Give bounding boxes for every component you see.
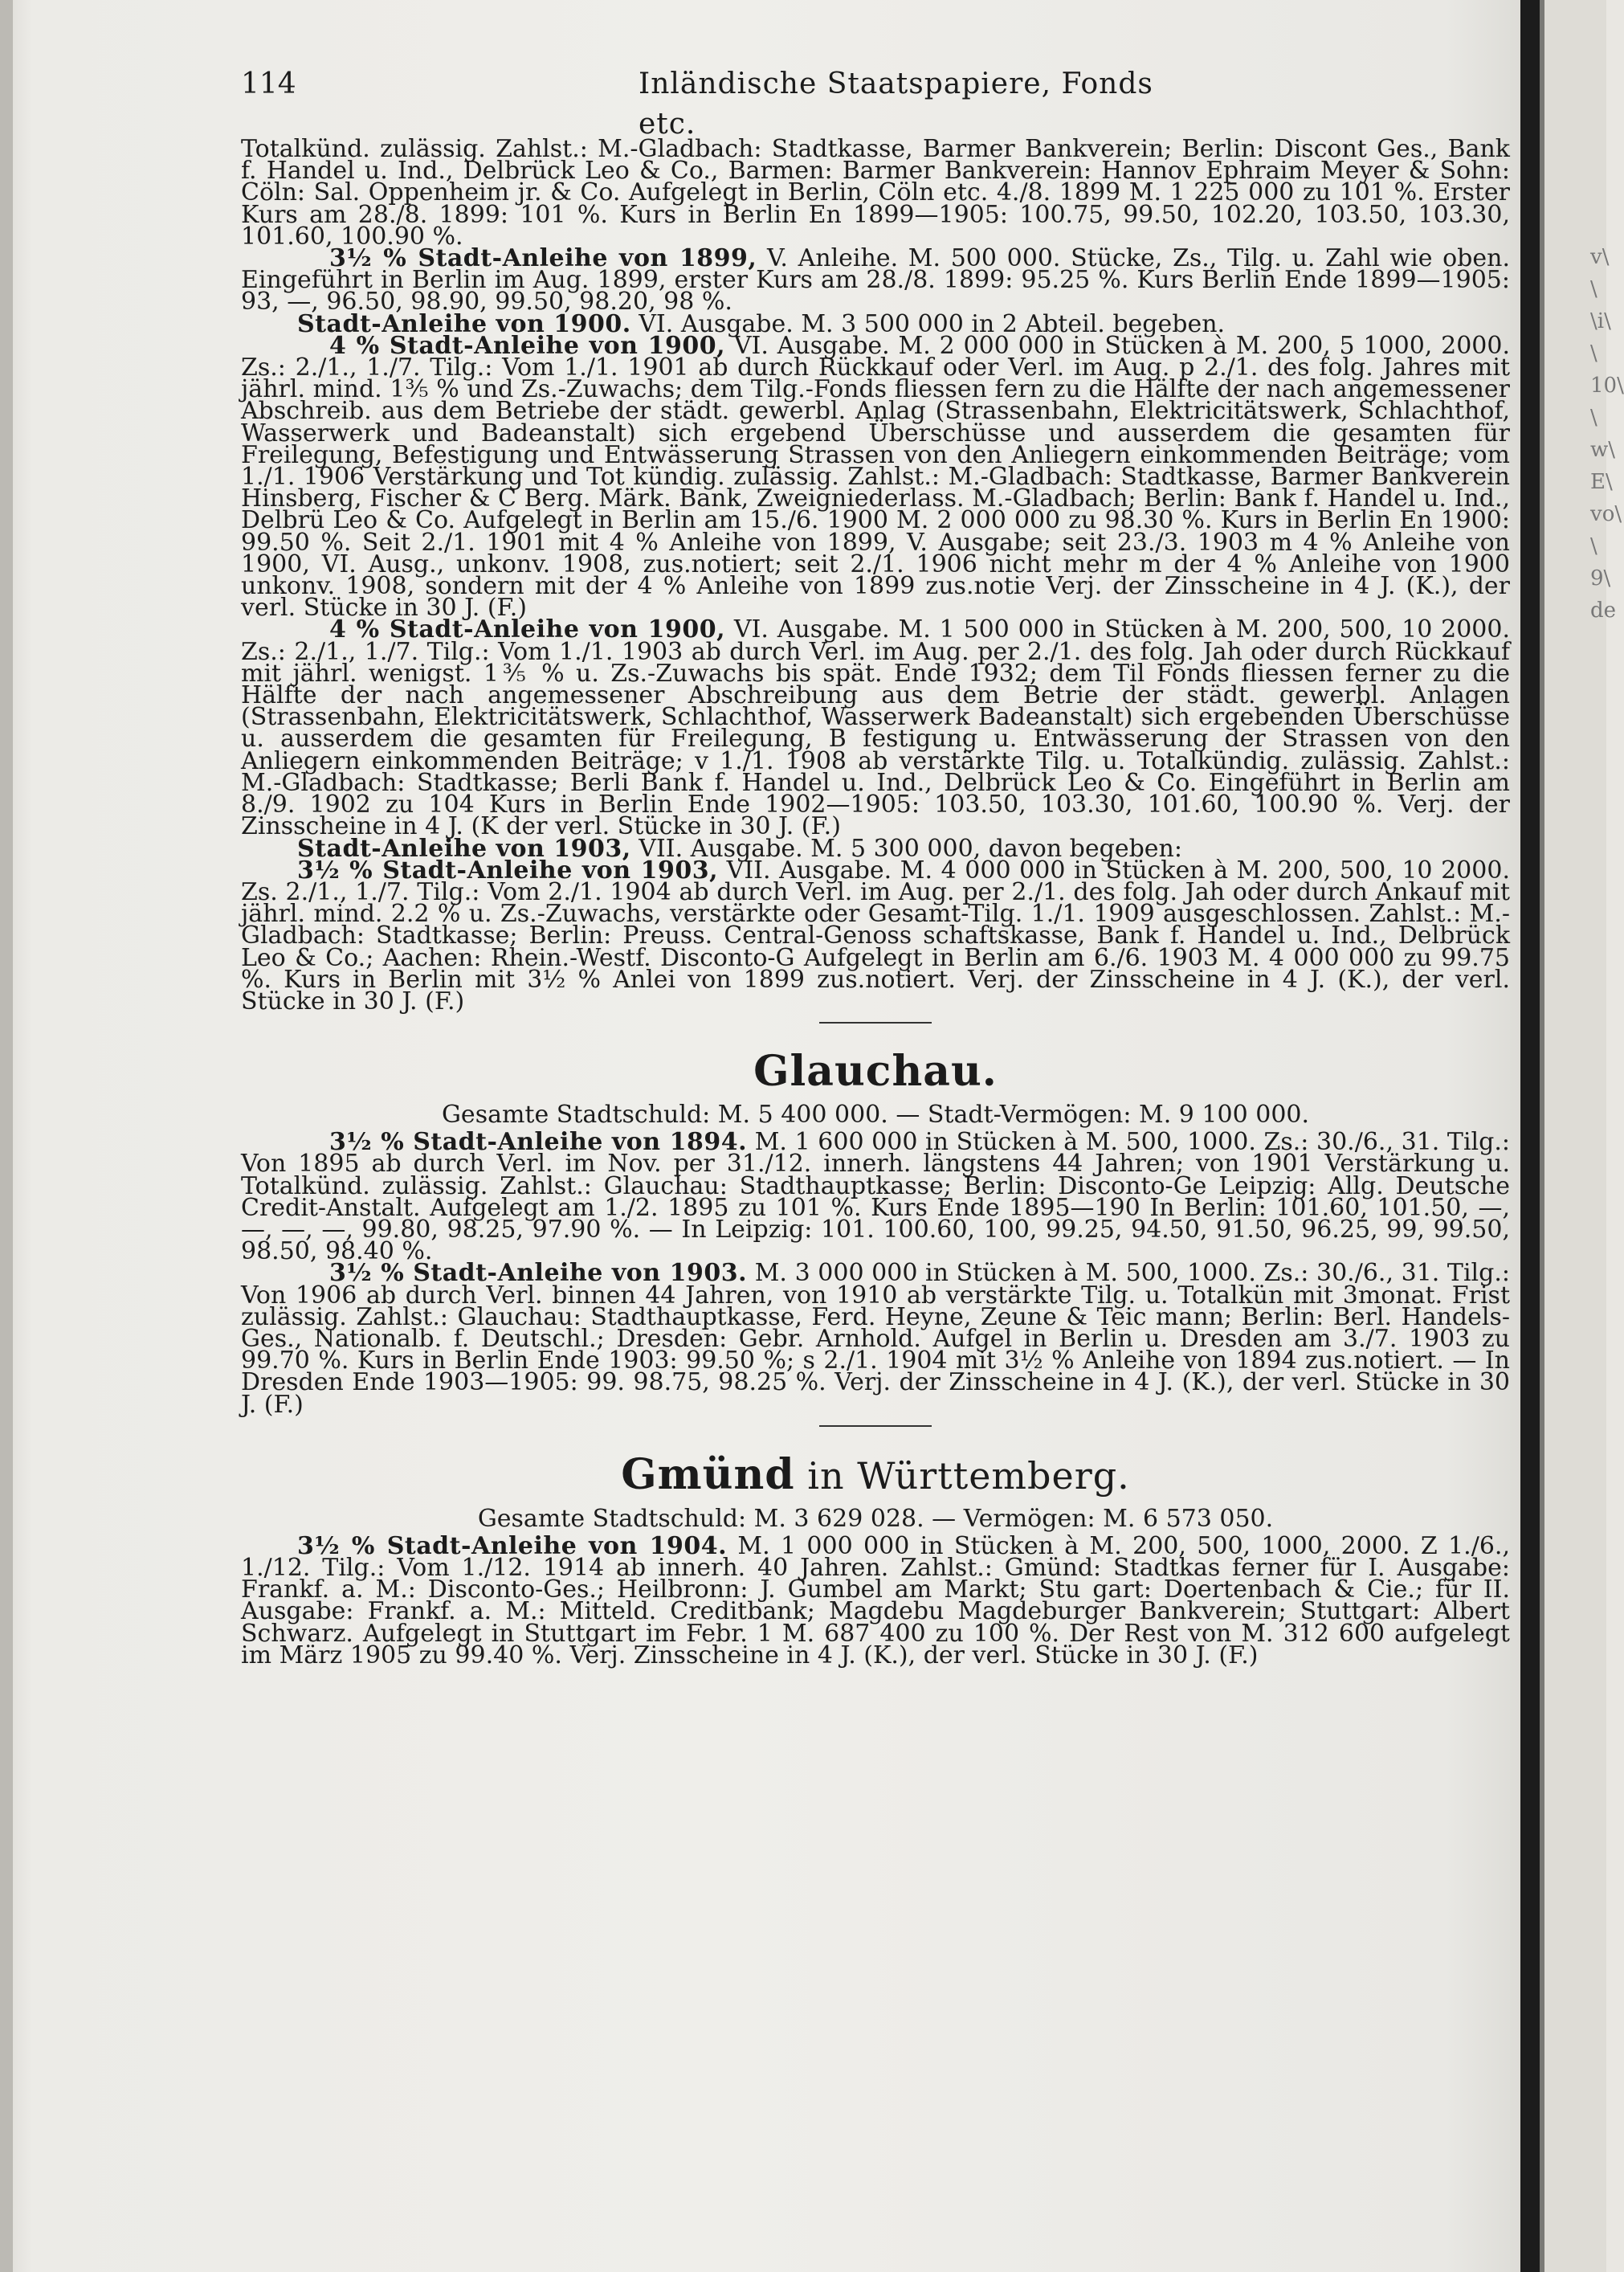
spine-shadow-edge	[1540, 0, 1544, 2272]
paragraph-text: VII. Ausgabe. M. 4 000 000 in Stücken à M. 200, 500, 10 2000. Zs. 2./1., 1./7. Tilg.: Vom 2./1. 1904 ab durch Verl. im Aug. per 2./1. des folg. Jah oder durch Ankauf mit jährl. mind. 2.2 % u. Zs.-Zuwachs, verstärkte oder Gesamt-Tilg. 1./1. 1909 ausgeschlossen. Zahlst.: M.-Gladbach: Stadtkasse; Berlin: Preuss. Central-Genoss schaftskasse, Bank f. Handel u. Ind., Delbrück Leo & Co.; Aachen: Rhein.-Westf. Disconto-G Aufgelegt in Berlin am 6./6. 1903 M. 4 000 000 zu 99.75 %. Kurs in Berlin mit 3½ % Anlei von 1899 zus.notiert. Verj. der Zinsscheine in 4 J. (K.), der verl. Stücke in 30 J. (F.)	[241, 856, 1510, 1015]
paragraph-text: VI. Ausgabe. M. 1 500 000 in Stücken à M. 200, 500, 10 2000. Zs.: 2./1., 1./7. Tilg.: Vom 1./1. 1903 ab durch Verl. im Aug. per 2./1. des folg. Jah oder durch Rückkauf mit jährl. wenigst. 1⅗ % u. Zs.-Zuwachs bis spät. Ende 1932; dem Til Fonds fliessen ferner zu die Hälfte der nach angemessener Abschreibung aus dem Betrie der städt. gewerbl. Anlagen (Strassenbahn, Elektricitätswerk, Schlachthof, Wasserwerk Badeanstalt) sich ergebenden Überschüsse u. ausserdem die gesamten für Freilegung, B festigung u. Entwässerung der Strassen von den Anliegern einkommenden Beiträge; v 1./1. 1908 ab verstärkte Tilg. u. Totalkündig. zulässig. Zahlst.: M.-Gladbach: Stadtkasse; Berli Bank f. Handel u. Ind., Delbrück Leo & Co. Eingeführt in Berlin am 8./9. 1902 zu 104 Kurs in Berlin Ende 1902—1905: 103.50, 103.30, 101.60, 100.90 %. Verj. der Zinsscheine in 4 J. (K der verl. Stücke in 30 J. (F.)	[241, 615, 1511, 841]
spine-shadow	[1520, 0, 1540, 2272]
loan-title: 4 % Stadt-Anleihe von 1900,	[329, 615, 726, 644]
paragraph	[241, 331, 1511, 623]
paragraph-text: M. 1 000 000 in Stücken à M. 200, 500, 1000, 2000. Z 1./6., 1./12. Tilg.: Vom 1./12. 1914 ab innerh. 40 Jahren. Zahlst.: Gmünd: Stadtkas ferner für I. Ausgabe: Frankf. a. M.: Disconto-Ges.; Heilbronn: J. Gumbel am Markt; Stu gart: Doertenbach & Cie.; für II. Ausgabe: Frankf. a. M.: Mitteld. Creditbank; Magdebu Magdeburger Bankverein; Stuttgart: Albert Schwarz. Aufgelegt in Stuttgart im Febr. 1 M. 687 400 zu 100 %. Der Rest von M. 312 600 aufgelegt im März 1905 zu 99.40 %. Verj. Zinsscheine in 4 J. (K.), der verl. Stücke in 30 J. (F.)	[241, 1531, 1510, 1669]
paragraph	[241, 1531, 1510, 1669]
city-region: in Württemberg.	[794, 1453, 1130, 1498]
paragraph	[241, 1259, 1510, 1419]
loan-title: 3½ % Stadt-Anleihe von 1894.	[329, 1128, 748, 1157]
facing-page-bleed-text: v\ \ \i\ \ 10\ \ w\ E\ vo\ \ 9\ de	[1590, 245, 1624, 623]
loan-title: 3½ % Stadt-Anleihe von 1899,	[329, 244, 757, 273]
paragraph	[241, 1128, 1510, 1266]
loan-title: Stadt-Anleihe von 1903,	[297, 834, 631, 863]
loan-title: 3½ % Stadt-Anleihe von 1903.	[329, 1259, 748, 1288]
loan-title: 3½ % Stadt-Anleihe von 1904.	[297, 1531, 728, 1560]
paragraph-text: M. 1 600 000 in Stücken à M. 500, 1000. Zs.: 30./6., 31. Tilg.: Von 1895 ab durch Verl. im Nov. per 31./12. innerh. längstens 44 Jahren; von 1901 Verstärkung u. Totalkünd. zulässig. Zahlst.: Glauchau: Stadthauptkasse; Berlin: Disconto-Ge Leipzig: Allg. Deutsche Credit-Anstalt. Aufgelegt am 1./2. 1895 zu 101 %. Kurs Ende 1895—190 In Berlin: 101.60, 101.50, —, —, —, —, 99.80, 98.25, 97.90 %. — In Leipzig: 101. 100.60, 100, 99.25, 94.50, 91.50, 96.25, 99, 99.50, 98.50, 98.40 %.	[241, 1128, 1510, 1266]
paragraph-text: Totalkünd. zulässig. Zahlst.: M.-Gladbach: Stadtkasse, Barmer Bankverein; Berlin: Discont Ges., Bank f. Handel u. Ind., Delbrück Leo & Co., Barmen: Barmer Bankverein: Hannov Ephraim Meyer & Sohn: Cöln: Sal. Oppenheim jr. & Co. Aufgelegt in Berlin, Cöln etc. 4./8. 1899 M. 1 225 000 zu 101 %. Erster Kurs am 28./8. 1899: 101 %. Kurs in Berlin En 1899—1905: 100.75, 99.50, 102.20, 103.50, 103.30, 101.60, 100.90 %.	[241, 135, 1510, 251]
section-glauchau	[241, 1046, 1510, 1419]
debt-summary: Gesamte Stadtschuld: M. 5 400 000. — Stadt-Vermögen: M. 9 100 000.	[441, 1101, 1310, 1130]
section-divider	[819, 1425, 932, 1427]
paragraph	[241, 135, 1510, 251]
section-mgladbach	[241, 135, 1511, 1015]
paragraph	[241, 244, 1510, 317]
loan-title: 4 % Stadt-Anleihe von 1900,	[329, 331, 726, 360]
paragraph	[241, 615, 1511, 841]
page-content	[241, 135, 1511, 1669]
page-header	[241, 64, 1165, 141]
page-number: 114	[241, 67, 296, 100]
debt-summary: Gesamte Stadtschuld: M. 3 629 028. — Vermögen: M. 6 573 050.	[477, 1504, 1274, 1533]
page-left-edge	[0, 0, 13, 2272]
loan-title: 3½ % Stadt-Anleihe von 1903,	[297, 856, 719, 885]
section-divider	[819, 1022, 932, 1024]
paragraph-text: V. Anleihe. M. 500 000. Stücke, Zs., Tilg. u. Zahl wie oben. Eingeführt in Berlin im Aug. 1899, erster Kurs am 28./8. 1899: 95.25 %. Kurs Berlin Ende 1899—1905: 93, —, 96.50, 98.90, 99.50, 98.20, 98 %.	[241, 244, 1510, 317]
paragraph-text: VI. Ausgabe. M. 2 000 000 in Stücken à M. 200, 5 1000, 2000. Zs.: 2./1., 1./7. Tilg.: Vom 1./1. 1901 ab durch Rückkauf oder Verl. im Aug. p 2./1. des folg. Jahres mit jährl. mind. 1⅗ % und Zs.-Zuwachs; dem Tilg.-Fonds fliessen fern zu die Hälfte der nach angemessener Abschreib. aus dem Betriebe der städt. gewerbl. Anlag (Strassenbahn, Elektricitätswerk, Schlachthof, Wasserwerk und Badeanstalt) sich ergebend Überschüsse und ausserdem die gesamten für Freilegung, Befestigung und Entwässerung Strassen von den Anliegern einkommenden Beiträge; vom 1./1. 1906 Verstärkung und Tot kündig. zulässig. Zahlst.: M.-Gladbach: Stadtkasse, Barmer Bankverein Hinsberg, Fischer & C Berg. Märk. Bank, Zweigniederlass. M.-Gladbach; Berlin: Bank f. Handel u. Ind., Delbrü Leo & Co. Aufgelegt in Berlin am 15./6. 1900 M. 2 000 000 zu 98.30 %. Kurs in Berlin En 1900: 99.50 %. Seit 2./1. 1901 mit 4 % Anleihe von 1899, V. Ausgabe; seit 23./3. 1903 m 4 % Anleihe von 1900, VI. Ausg., unkonv. 1908, zus.notiert; seit 2./1. 1906 nicht mehr m der 4 % Anleihe von 1900 unkonv. 1908, sondern mit der 4 % Anleihe von 1899 zus.notie Verj. der Zinsscheine in 4 J. (K.), der verl. Stücke in 30 J. (F.)	[241, 331, 1511, 623]
loan-title: Stadt-Anleihe von 1900.	[297, 309, 631, 338]
city-heading: Glauchau.	[753, 1047, 998, 1097]
paragraph-text: VI. Ausgabe. M. 3 500 000 in 2 Abteil. begeben.	[630, 309, 1226, 338]
section-gmuend	[241, 1449, 1510, 1669]
paragraph-text: M. 3 000 000 in Stücken à M. 500, 1000. Zs.: 30./6., 31. Tilg.: Von 1906 ab durch Verl. binnen 44 Jahren, von 1910 ab verstärkte Tilg. u. Totalkün mit 3monat. Frist zulässig. Zahlst.: Glauchau: Stadthauptkasse, Ferd. Heyne, Zeune & Teic mann; Berlin: Berl. Handels-Ges., Nationalb. f. Deutschl.; Dresden: Gebr. Arnhold. Aufgel in Berlin u. Dresden am 3./7. 1903 zu 99.70 %. Kurs in Berlin Ende 1903: 99.50 %; s 2./1. 1904 mit 3½ % Anleihe von 1894 zus.notiert. — In Dresden Ende 1903—1905: 99. 98.75, 98.25 %. Verj. der Zinsscheine in 4 J. (K.), der verl. Stücke in 30 J. (F.)	[241, 1259, 1510, 1419]
paragraph-text: VII. Ausgabe. M. 5 300 000, davon begeben:	[630, 834, 1182, 863]
paragraph	[241, 856, 1510, 1015]
city-name: Gmünd	[621, 1449, 795, 1499]
running-title: Inländische Staatspapiere, Fonds etc.	[639, 67, 1153, 141]
city-heading	[241, 1449, 1510, 1502]
